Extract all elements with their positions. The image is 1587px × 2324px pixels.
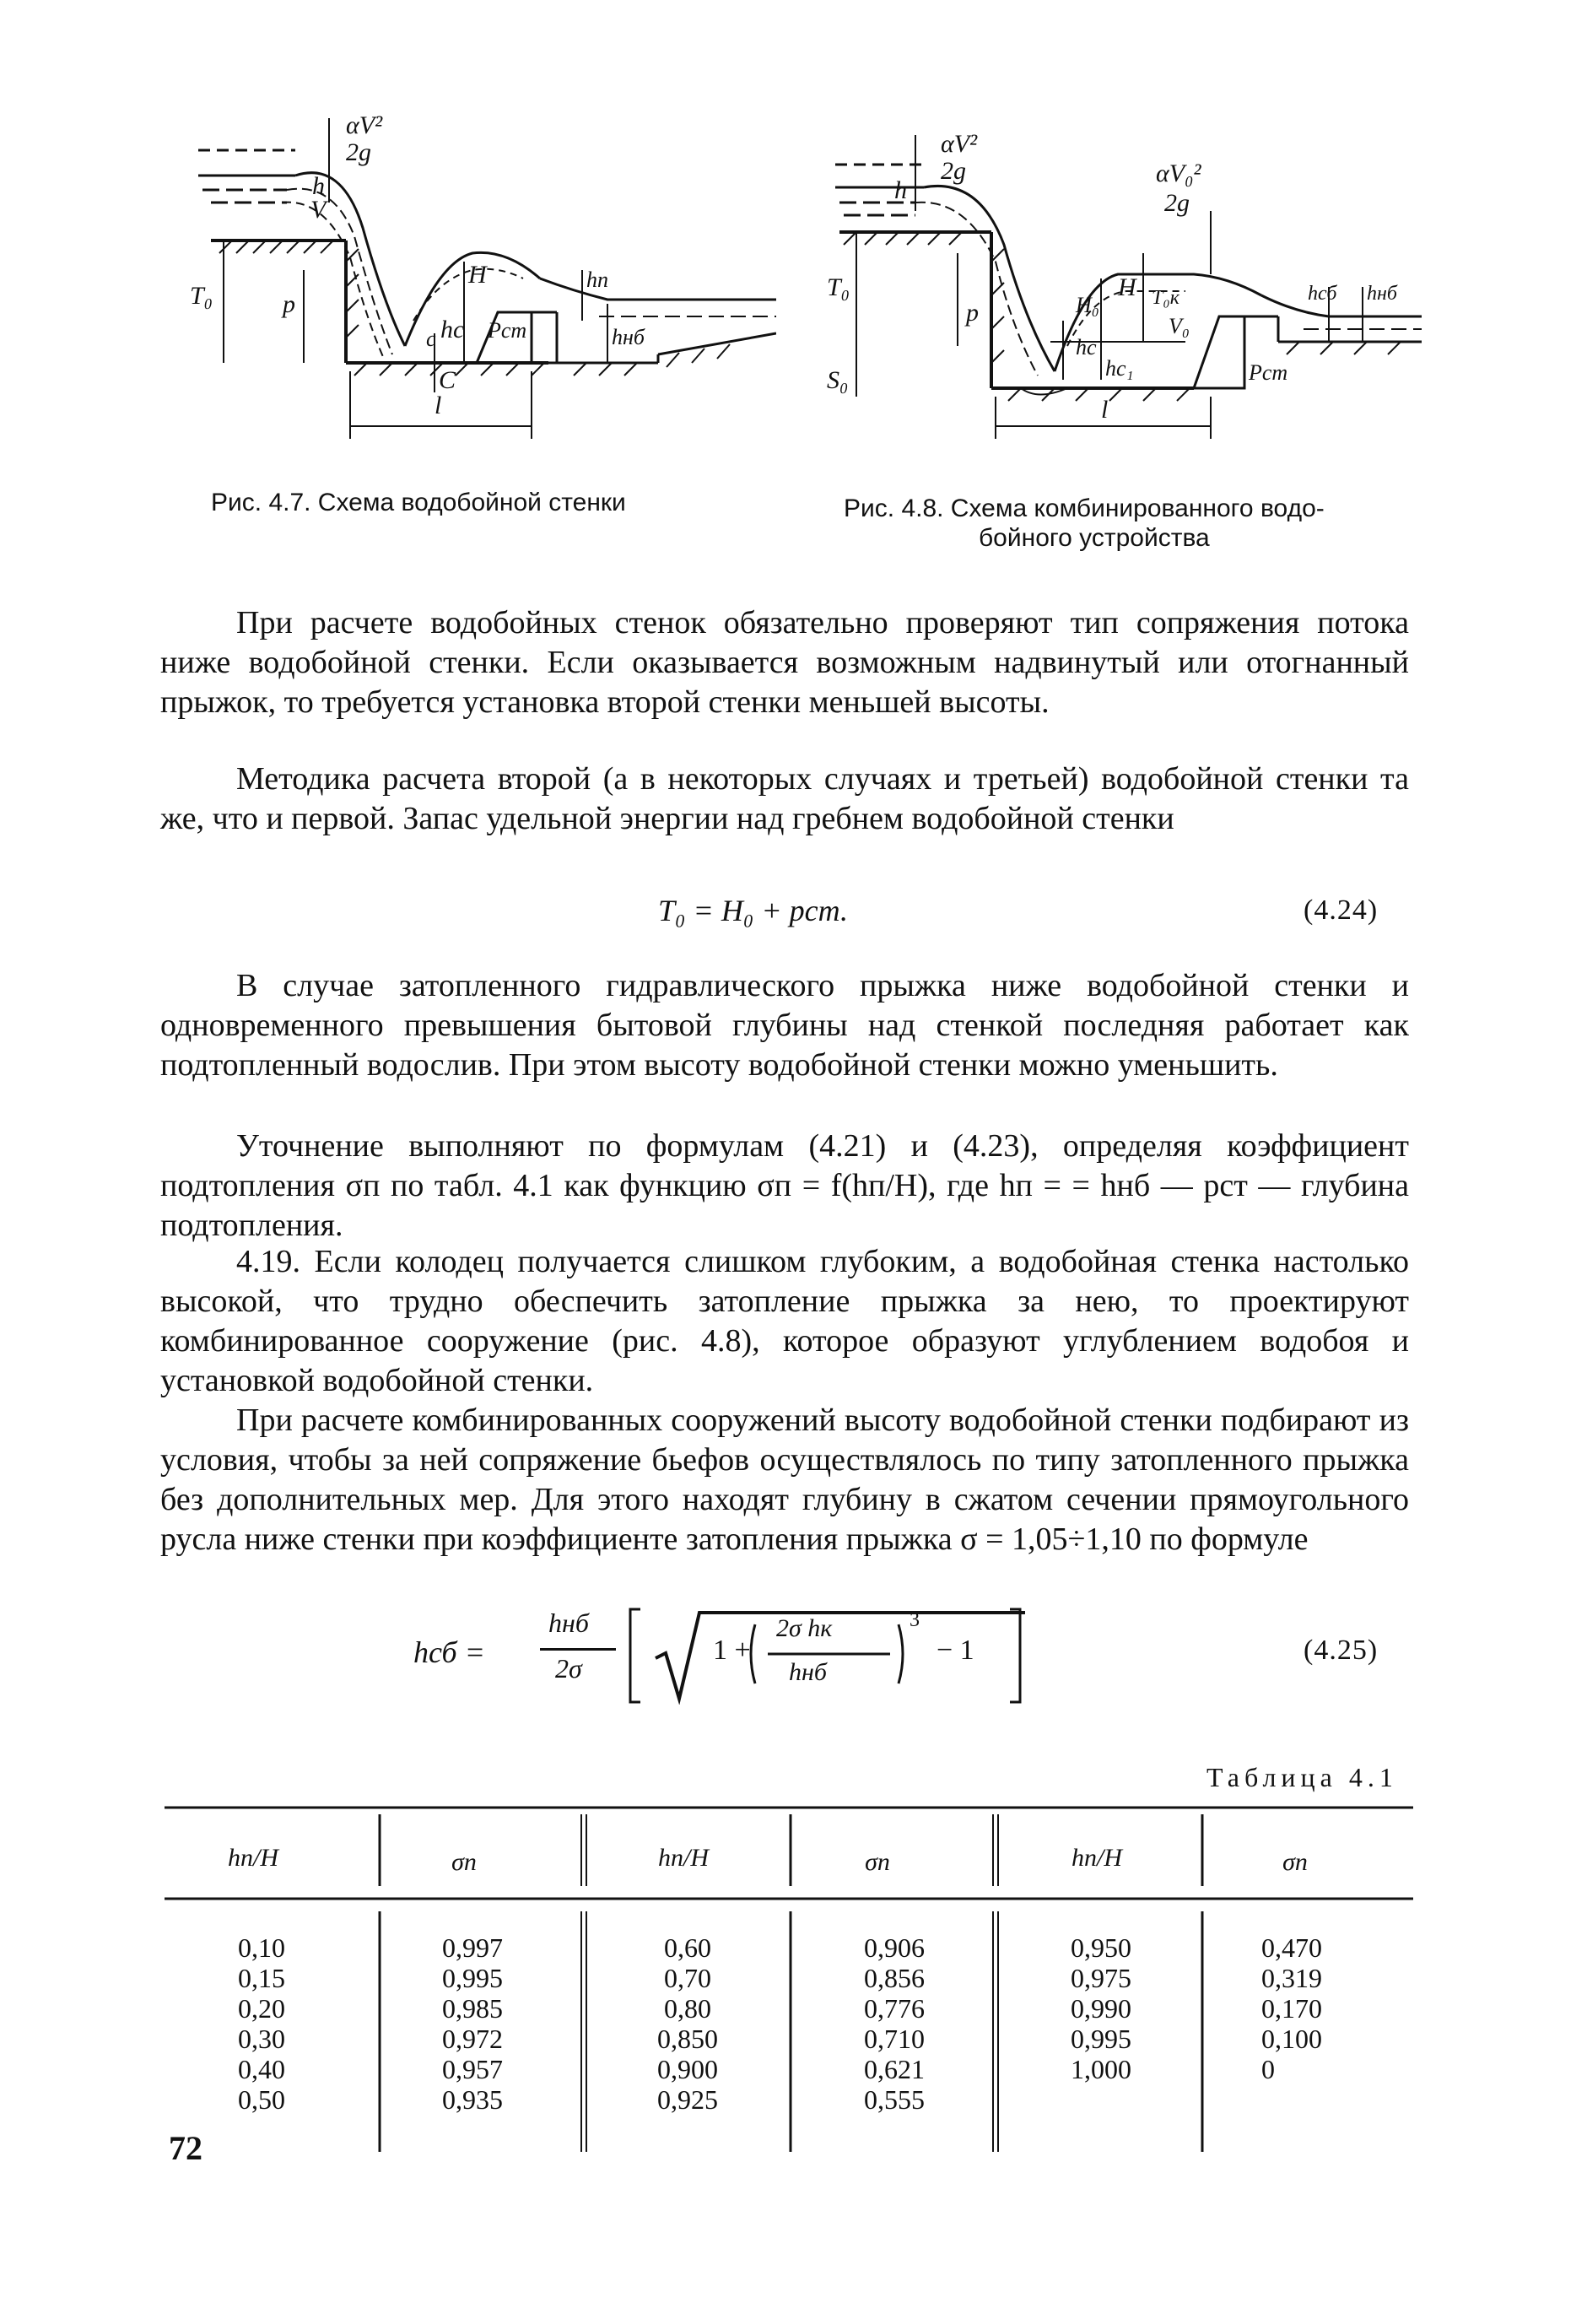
table-header-sigma-2: σп	[865, 1848, 890, 1876]
table-cell: 0,990	[1071, 1993, 1131, 2024]
table-header-hp-h-2: hп/H	[658, 1844, 709, 1872]
fig47-energy-num: αV²	[346, 111, 383, 139]
formula-4-25-frac-bar	[540, 1648, 616, 1651]
figure-4-7-diagram	[186, 110, 776, 447]
table-cell: 0,40	[238, 2054, 285, 2084]
table-cell: 0,20	[238, 1993, 285, 2024]
fig47-pst-label: Pст	[488, 318, 527, 343]
formula-4-25-inner-den: hнб	[789, 1658, 827, 1686]
fig48-hc-label: hc	[1076, 335, 1097, 359]
paragraph-3: В случае затопленного гидравлического прыжка ниже водобойной стенки и одновременного превышения бытовой глубины над стенкой последняя работает как подтопленный водослив. При этом высоту водобойной стенки можно уменьшить.	[160, 968, 1409, 1083]
fig48-v0-label: V₀	[1169, 314, 1190, 338]
formula-4-25-frac-den: 2σ	[555, 1653, 582, 1684]
paragraph-5: 4.19. Если колодец получается слишком глубоким, а водобойная стенка настолько высокой, что трудно обеспечить затопление прыжка за нею, то проектируют комбинированное сооружение (рис. 4.8), которое образуют углублением водобоя и установкой водобойной стенки.	[160, 1244, 1409, 1398]
formula-4-25-number: (4.25)	[1304, 1635, 1379, 1666]
table-header-hp-h-3: hп/H	[1071, 1844, 1122, 1872]
table-cell: 0,60	[664, 1932, 711, 1963]
table-column-2	[426, 1932, 519, 2115]
table-cell: 0,50	[238, 2084, 285, 2115]
table-header-hp-h-1: hп/H	[228, 1844, 278, 1872]
fig47-hp-label: hп	[586, 268, 608, 292]
table-title: Таблица 4.1	[1206, 1762, 1398, 1792]
page-number: 72	[169, 2129, 202, 2167]
figure-4-8-caption-line1: Рис. 4.8. Схема комбинированного водо-	[844, 495, 1325, 522]
table-cell: 0,900	[657, 2054, 718, 2084]
table-cell: 0,950	[1071, 1932, 1131, 1963]
table-cell: 0,80	[664, 1993, 711, 2024]
table-column-4	[848, 1932, 941, 2115]
fig48-energy0-den: 2g	[1164, 189, 1190, 217]
table-cell: 0,856	[864, 1963, 925, 1993]
fig48-p-label: p	[966, 299, 979, 327]
fig47-hc-label: hc	[440, 316, 465, 343]
table-cell: 0,995	[1071, 2024, 1131, 2054]
table-cell: 0,776	[864, 1993, 925, 2024]
table-cell: 0,621	[864, 2054, 925, 2084]
fig48-hc1-label: hс₁	[1105, 356, 1134, 381]
fig47-l-label: l	[435, 392, 442, 419]
fig48-s0-label: S₀	[827, 366, 849, 394]
table-cell: 0,100	[1261, 2024, 1322, 2054]
paragraph-6: При расчете комбинированных сооружений высоту водобойной стенки подбирают из условия, чтобы за ней сопряжение бьефов осуществлялось по типу затопленного прыжка без дополнительных мер. Для этого находят глубину в сжатом сечении прямоугольного русла ниже стенки при коэффициенте затопления прыжка σ = 1,05÷1,10 по формуле	[160, 1403, 1409, 1557]
table-column-6	[1261, 1932, 1346, 2084]
table-header-sigma-1: σп	[451, 1848, 477, 1876]
fig48-H-label: H	[1118, 273, 1136, 301]
fig47-H-label: H	[468, 261, 487, 289]
fig47-h-label: h	[312, 172, 325, 200]
table-cell: 0,975	[1071, 1963, 1131, 1993]
table-cell: 0,15	[238, 1963, 285, 1993]
fig47-c-label: c	[426, 327, 436, 351]
fig48-h0-label: H₀	[1076, 293, 1099, 317]
fig48-energy0-num: αV₀²	[1156, 159, 1201, 187]
formula-4-25-power: 3	[910, 1609, 920, 1631]
table-column-1	[219, 1932, 304, 2115]
formula-4-25	[413, 1608, 1055, 1709]
fig48-energy-den: 2g	[941, 157, 966, 185]
figure-4-8-caption-line2: бойного устройства	[979, 524, 1210, 552]
formula-4-25-inner-one: 1 +	[713, 1635, 751, 1666]
table-cell: 0,957	[442, 2054, 503, 2084]
fig48-t0-label: T₀	[827, 273, 850, 301]
fig47-c2-label: C	[439, 366, 456, 394]
table-cell: 1,000	[1071, 2054, 1131, 2084]
table-cell: 0	[1261, 2054, 1275, 2084]
figure-4-7-caption: Рис. 4.7. Схема водобойной стенки	[211, 489, 626, 516]
formula-4-25-lhs: hсб =	[413, 1635, 485, 1669]
fig48-pst-label: Pст	[1249, 360, 1288, 385]
fig47-energy-den: 2g	[346, 138, 371, 166]
fig48-l-label: l	[1101, 396, 1109, 424]
table-cell: 0,555	[864, 2084, 925, 2115]
table-cell: 0,70	[664, 1963, 711, 1993]
table-column-5	[1055, 1932, 1147, 2084]
table-cell: 0,906	[864, 1932, 925, 1963]
formula-4-24-number: (4.24)	[1304, 894, 1379, 926]
paragraph-2: Методика расчета второй (а в некоторых случаях и третьей) водобойной стенки та же, что и первой. Запас удельной энергии над гребнем водобойной стенки	[160, 761, 1409, 836]
fig47-v-label: V	[310, 196, 327, 224]
table-column-3	[641, 1932, 734, 2115]
table-cell: 0,10	[238, 1932, 285, 1963]
formula-4-25-inner-num: 2σ hк	[776, 1614, 833, 1642]
table-cell: 0,997	[442, 1932, 503, 1963]
fig48-h-label: h	[894, 176, 907, 204]
paragraph-4: Уточнение выполняют по формулам (4.21) и (4.23), определяя коэффициент подтопления σп по табл. 4.1 как функцию σп = f(hп/H), где hп = = hнб — pст — глубина подтопления.	[160, 1128, 1409, 1243]
fig48-hnb-label: hнб	[1367, 283, 1397, 305]
fig47-p-label: p	[283, 290, 295, 318]
table-rules	[165, 1806, 1413, 2160]
table-cell: 0,995	[442, 1963, 503, 1993]
table-cell: 0,935	[442, 2084, 503, 2115]
paragraph-1: При расчете водобойных стенок обязательно проверяют тип сопряжения потока ниже водобойной стенки. Если оказывается возможным надвинутый или отогнанный прыжок, то требуется установка второй стенки меньшей высоты.	[160, 605, 1409, 720]
table-cell: 0,925	[657, 2084, 718, 2115]
formula-4-25-minus-one: − 1	[937, 1635, 974, 1666]
fig47-t0-label: T₀	[190, 282, 213, 310]
fig48-energy-num: αV²	[941, 130, 978, 158]
fig47-hnb-label: hнб	[612, 325, 645, 349]
formula-4-25-frac-num: hнб	[548, 1608, 589, 1638]
table-cell: 0,710	[864, 2024, 925, 2054]
table-cell: 0,170	[1261, 1993, 1322, 2024]
fig48-hsb-label: hсб	[1308, 283, 1337, 305]
table-cell: 0,972	[442, 2024, 503, 2054]
table-cell: 0,30	[238, 2024, 285, 2054]
table-cell: 0,319	[1261, 1963, 1322, 1993]
formula-4-24: T₀ = H₀ + pст.	[658, 894, 849, 927]
table-cell: 0,470	[1261, 1932, 1322, 1963]
fig48-t0k-label: T₀к	[1152, 287, 1179, 309]
table-cell: 0,985	[442, 1993, 503, 2024]
figure-4-8-diagram	[823, 127, 1422, 456]
table-cell: 0,850	[657, 2024, 718, 2054]
table-header-sigma-3: σп	[1282, 1848, 1308, 1876]
